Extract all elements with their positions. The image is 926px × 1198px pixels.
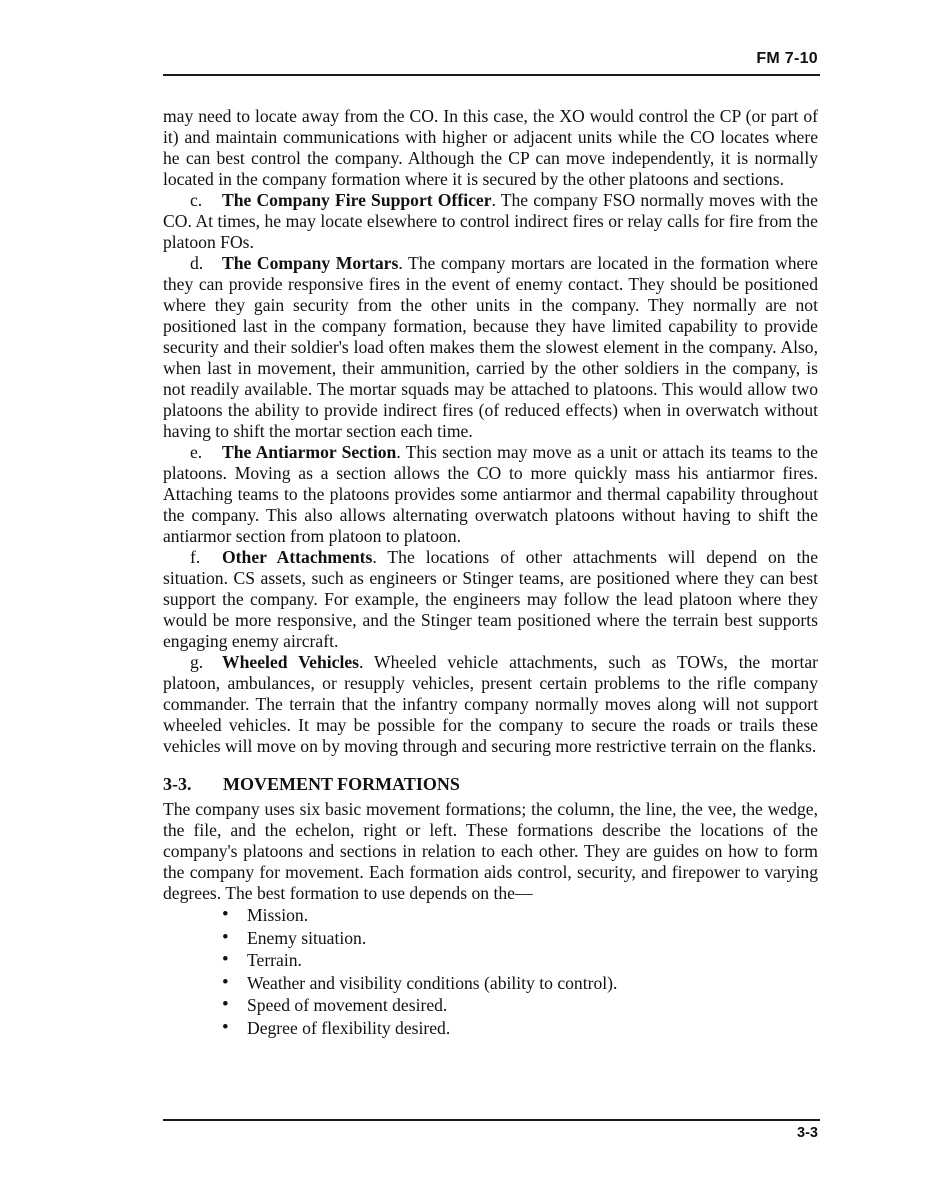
bullet-list [163, 904, 818, 1040]
paragraph-letter-label: c. [190, 190, 203, 210]
paragraph-bold-title: The Company Fire Support Officer [222, 190, 492, 210]
header-document-id: FM 7-10 [756, 50, 818, 67]
paragraph-bold-title: The Antiarmor Section [222, 442, 397, 462]
bullet-item: • Weather and visibility conditions (ability to control). [163, 972, 818, 995]
section-number: 3-3. [163, 774, 192, 794]
bullet-item: • Degree of flexibility desired. [163, 1017, 818, 1040]
bullet-item: • Speed of movement desired. [163, 994, 818, 1017]
paragraph-letter-label: d. [190, 253, 204, 273]
bullet-item: • Terrain. [163, 949, 818, 972]
bullet-item: • Mission. [163, 904, 818, 927]
paragraph-letter-label: e. [190, 442, 203, 462]
section-intro-paragraph: The company uses six basic movement formations; the column, the line, the vee, the wedge, the file, and the echelon, right or left. These formations describe the locations of the company's platoons and sections in relation to each other. They are guides on how to form the company for movement. Each formation aids control, security, and firepower to varying degrees. The best formation to use depends on the— [163, 799, 818, 903]
paragraph-bold-title: Wheeled Vehicles [222, 652, 359, 672]
header-rule [163, 74, 820, 76]
paragraph-bold-title: Other Attachments [222, 547, 373, 567]
paragraph-bold-title: The Company Mortars [222, 253, 399, 273]
section-title: MOVEMENT FORMATIONS [223, 774, 460, 794]
body-paragraph: f. Other Attachments. The locations of other attachments will depend on the situation. CS assets, such as engineers or Stinger teams, are positioned where they can best support the company. For example, the engineers may follow the lead platoon where they would be more responsive, and the Stinger team positioned where the terrain best supports engaging enemy aircraft. [163, 547, 819, 651]
body-paragraph: g. Wheeled Vehicles. Wheeled vehicle attachments, such as TOWs, the mortar platoon, ambulances, or resupply vehicles, present certain problems to the rifle company commander. The terrain that the infantry company normally moves along will not support wheeled vehicles. It may be possible for the company to secure the roads or trails these vehicles will move on by moving through and securing more restrictive terrain on the flanks. [163, 652, 819, 756]
body-paragraphs [163, 106, 818, 757]
bullet-item: • Enemy situation. [163, 927, 818, 950]
body-paragraph: d. The Company Mortars. The company mortars are located in the formation where they can provide responsive fires in the event of enemy contact. They should be positioned where they gain security from the other units in the company. They normally are not positioned last in the company formation, because they have limited capability to provide security and their soldier's load often makes them the slowest element in the company. Also, when last in movement, their ammunition, carried by the other soldiers in the company, is not readily available. The mortar squads may be attached to platoons. This would allow two platoons the ability to provide indirect fires (of reduced effects) when in overwatch without having to shift the mortar section each time. [163, 253, 818, 441]
footer-page-number: 3-3 [797, 1125, 818, 1141]
body-paragraph: e. The Antiarmor Section. This section may move as a unit or attach its teams to the platoons. Moving as a section allows the CO to more quickly mass his antiarmor fires. Attaching teams to the platoons provides some antiarmor and thermal capability throughout the company. This also allows alternating overwatch platoons without having to shift the antiarmor section from platoon to platoon. [163, 442, 818, 546]
document-body [163, 106, 818, 1040]
body-paragraph: may need to locate away from the CO. In this case, the XO would control the CP (or part of it) and maintain communications with higher or adjacent units while the CO locates where he can best control the company. Although the CP can move independently, it is normally located in the company formation where it is secured by the other platoons and sections. [163, 106, 818, 189]
paragraph-letter-label: f. [190, 547, 201, 567]
section-heading [163, 774, 818, 795]
body-paragraph: c. The Company Fire Support Officer. The company FSO normally moves with the CO. At times, he may locate elsewhere to control indirect fires or relay calls for fire from the platoon FOs. [163, 190, 818, 252]
paragraph-letter-label: g. [190, 652, 204, 672]
footer-rule [163, 1119, 820, 1121]
